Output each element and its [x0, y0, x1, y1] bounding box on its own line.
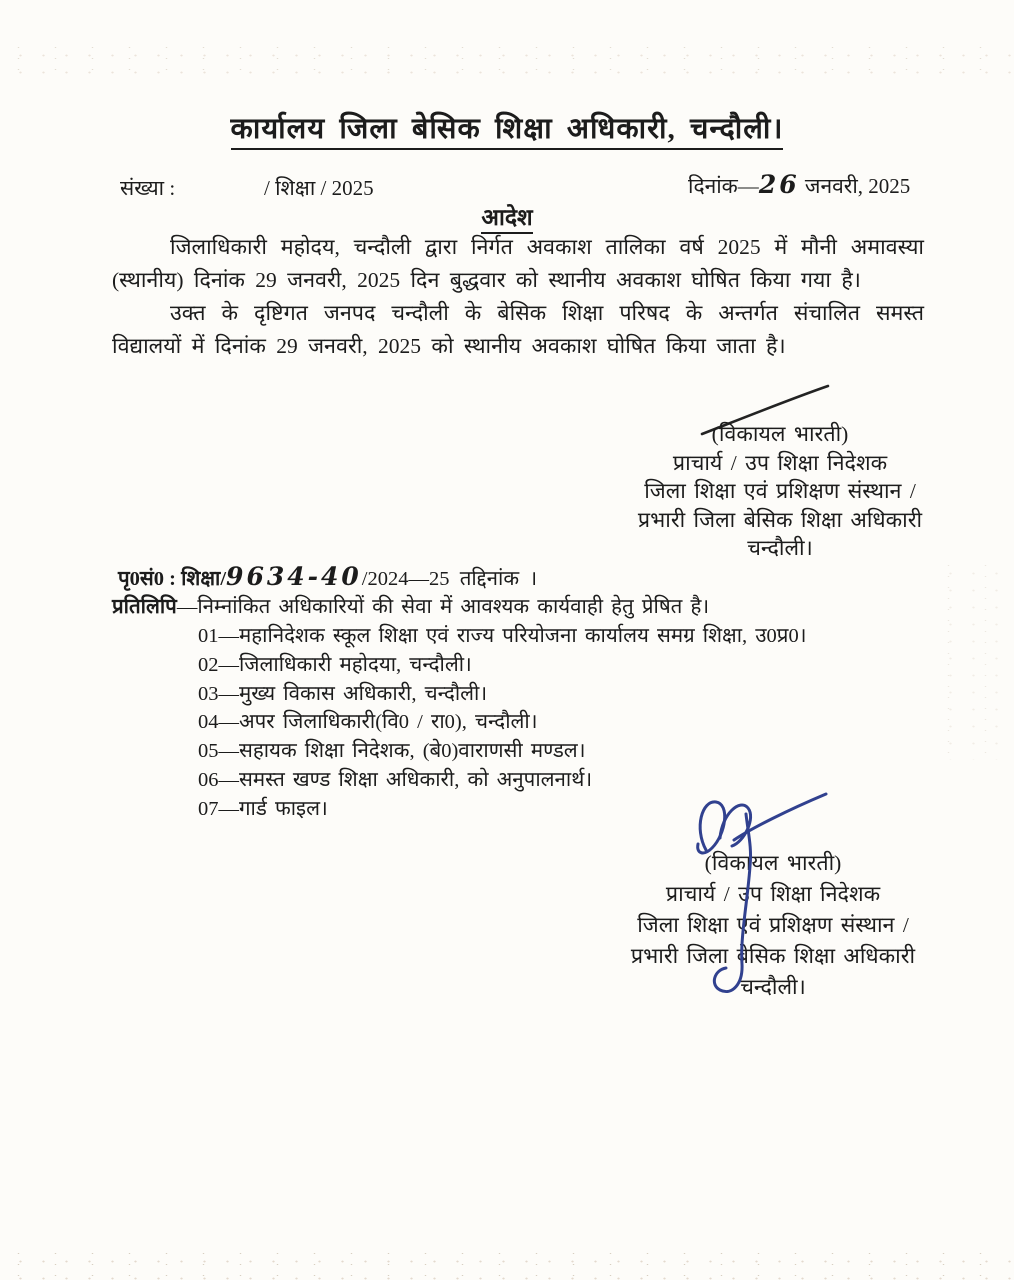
- signatory-designation-3: प्रभारी जिला बेसिक शिक्षा अधिकारी: [637, 507, 923, 532]
- scan-noise-top: [0, 42, 1014, 80]
- copy-to-text: —निम्नांकित अधिकारियों की सेवा में आवश्यक कार्यवाही हेतु प्रेषित है।: [176, 596, 710, 618]
- endorsement-ref-tail: तद्दिनांक ।: [449, 568, 538, 590]
- signatory-designation-2: जिला शिक्षा एवं प्रशिक्षण संस्थान /: [637, 913, 909, 937]
- list-item: 03—मुख्य विकास अधिकारी, चन्दौली।: [198, 682, 488, 705]
- copy-to-line: [112, 592, 709, 620]
- order-heading-text: आदेश: [481, 205, 532, 234]
- date-line: [688, 170, 910, 200]
- list-item: 05—सहायक शिक्षा निदेशक, (बे0)वाराणसी मण्डल।: [198, 740, 586, 763]
- signatory-name: (विकायल भारती): [704, 851, 842, 875]
- signatory-place: चन्दौली।: [747, 536, 813, 560]
- signature-block-bottom: [586, 848, 960, 1003]
- copy-to-label: प्रतिलिपि: [112, 596, 177, 618]
- signatory-designation-1: प्राचार्य / उप शिक्षा निदेशक: [665, 882, 881, 906]
- signatory-designation-1: प्राचार्य / उप शिक्षा निदेशक: [672, 450, 888, 475]
- signatory-place: चन्दौली।: [740, 975, 806, 999]
- signatory-designation-2: जिला शिक्षा एवं प्रशिक्षण संस्थान /: [644, 479, 916, 503]
- list-item: 04—अपर जिलाधिकारी(वि0 / रा0), चन्दौली।: [198, 711, 538, 734]
- order-heading: [0, 200, 1014, 232]
- ref-number-value: / शिक्षा / 2025: [264, 176, 374, 200]
- scan-noise-right: [930, 560, 1014, 760]
- endorsement-ref-suffix: /2024—25: [361, 568, 450, 590]
- scan-noise-bottom: [0, 1248, 1014, 1280]
- endorsement-ref-line: [118, 562, 537, 592]
- signatory-designation-3: प्रभारी जिला बेसिक शिक्षा अधिकारी: [630, 944, 916, 968]
- list-item: 06—समस्त खण्ड शिक्षा अधिकारी, को अनुपालनार्थ।: [198, 768, 593, 791]
- signatory-name: (विकायल भारती): [711, 422, 849, 446]
- order-paragraph-2: उक्त के दृष्टिगत जनपद चन्दौली के बेसिक शिक्षा परिषद के अन्तर्गत संचालित समस्त विद्यालयों में दिनांक 29 जनवरी, 2025 को स्थानीय अवकाश घोषित किया जाता है।: [112, 301, 924, 358]
- order-body: [112, 231, 924, 363]
- signature-block-top: [598, 420, 962, 563]
- order-paragraph-1: जिलाधिकारी महोदय, चन्दौली द्वारा निर्गत अवकाश तालिका वर्ष 2025 में मौनी अमावस्या (स्थानीय) दिनांक 29 जनवरी, 2025 दिन बुद्धवार को स्थानीय अवकाश घोषित किया गया है।: [112, 235, 924, 292]
- list-item: 02—जिलाधिकारी महोदया, चन्दौली।: [198, 653, 472, 676]
- ref-number-label: संख्या :: [120, 176, 176, 200]
- office-title: [0, 108, 1014, 147]
- date-handwritten: 26: [758, 170, 800, 199]
- list-item: 07—गार्ड फाइल।: [198, 797, 328, 820]
- endorsement-ref-handwritten: 9634-40: [226, 562, 362, 591]
- endorsement-ref-prefix: पृ0सं0 : शिक्षा/: [118, 568, 227, 590]
- date-rest: जनवरी, 2025: [799, 174, 911, 198]
- office-title-text: कार्यालय जिला बेसिक शिक्षा अधिकारी, चन्दौली।: [231, 113, 784, 150]
- date-label: दिनांक—: [688, 174, 759, 198]
- copy-recipient-list: [198, 622, 918, 824]
- list-item: 01—महानिदेशक स्कूल शिक्षा एवं राज्य परियोजना कार्यालय समग्र शिक्षा, उ0प्र0।: [198, 625, 807, 647]
